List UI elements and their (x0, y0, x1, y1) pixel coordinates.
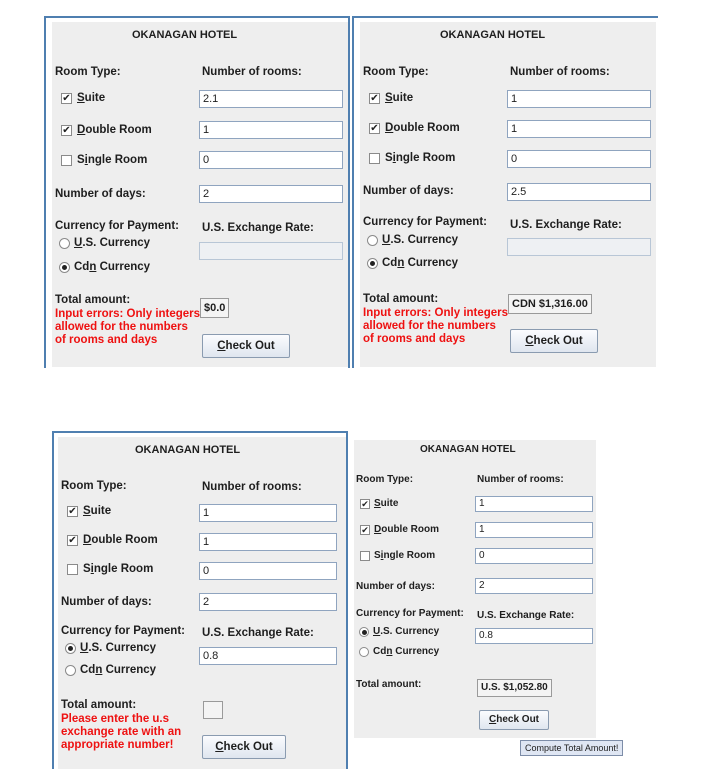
us-currency-label[interactable]: U.S. Currency (373, 626, 440, 637)
days-label: Number of days: (61, 596, 152, 608)
suite-rooms-input[interactable]: 1 (199, 504, 337, 522)
days-input[interactable]: 2.5 (507, 183, 651, 201)
single-room-label[interactable]: Single Room (374, 550, 436, 561)
suite-rooms-input[interactable]: 1 (475, 496, 593, 512)
single-rooms-input[interactable]: 0 (199, 151, 343, 169)
tooltip: Compute Total Amount! (520, 740, 623, 756)
us-currency-radio[interactable] (367, 235, 378, 246)
exchange-rate-label: U.S. Exchange Rate: (477, 610, 575, 621)
single-rooms-input[interactable]: 0 (507, 150, 651, 168)
suite-label[interactable]: Suite (83, 505, 112, 517)
exchange-rate-input[interactable] (507, 238, 651, 256)
us-currency-label[interactable]: U.S. Currency (382, 234, 459, 246)
us-currency-label[interactable]: U.S. Currency (80, 642, 157, 654)
panel-title: OKANAGAN HOTEL (420, 444, 516, 455)
exchange-rate-input[interactable]: 0.8 (475, 628, 593, 644)
us-currency-label[interactable]: U.S. Currency (74, 237, 151, 249)
double-rooms-input[interactable]: 1 (475, 522, 593, 538)
currency-label: Currency for Payment: (363, 216, 487, 228)
cdn-currency-radio[interactable] (65, 665, 76, 676)
double-room-label[interactable]: Double Room (83, 534, 158, 546)
double-rooms-input[interactable]: 1 (199, 533, 337, 551)
single-room-checkbox[interactable] (360, 551, 370, 561)
us-currency-radio[interactable] (59, 238, 70, 249)
suite-rooms-input[interactable]: 1 (507, 90, 651, 108)
double-room-label[interactable]: Double Room (77, 124, 152, 136)
check-out-button[interactable]: Check Out (202, 735, 286, 759)
days-label: Number of days: (363, 185, 454, 197)
suite-label[interactable]: Suite (374, 498, 399, 509)
double-room-label[interactable]: Double Room (385, 122, 460, 134)
panel-title: OKANAGAN HOTEL (440, 29, 546, 41)
hotel-panel (360, 22, 656, 367)
suite-label[interactable]: Suite (385, 92, 414, 104)
single-room-checkbox[interactable] (67, 564, 78, 575)
cdn-currency-radio[interactable] (359, 647, 369, 657)
check-out-button[interactable]: Check Out (202, 334, 290, 358)
double-room-checkbox[interactable]: ✔ (361, 525, 369, 535)
days-label: Number of days: (356, 581, 435, 592)
exchange-rate-label: U.S. Exchange Rate: (202, 627, 314, 639)
currency-label: Currency for Payment: (61, 625, 185, 637)
single-room-label[interactable]: Single Room (77, 154, 148, 166)
cdn-currency-label[interactable]: Cdn Currency (373, 646, 440, 657)
room-type-label: Room Type: (363, 66, 429, 78)
exchange-rate-input[interactable] (199, 242, 343, 260)
error-message: Input errors: Only integers allowed for the numbers of rooms and days (363, 307, 509, 345)
panel-title: OKANAGAN HOTEL (132, 29, 238, 41)
rooms-label: Number of rooms: (510, 66, 610, 78)
room-type-label: Room Type: (61, 480, 127, 492)
suite-checkbox[interactable]: ✔ (62, 93, 71, 104)
suite-checkbox[interactable]: ✔ (361, 499, 369, 509)
check-out-button[interactable]: Check Out (510, 329, 598, 353)
double-room-checkbox[interactable]: ✔ (370, 123, 379, 134)
single-room-label[interactable]: Single Room (385, 152, 456, 164)
single-rooms-input[interactable]: 0 (199, 562, 337, 580)
total-amount-value (203, 701, 223, 719)
check-out-button[interactable]: Check Out (479, 710, 549, 730)
total-amount-label: Total amount: (363, 293, 439, 305)
panel-title: OKANAGAN HOTEL (135, 444, 241, 456)
us-currency-radio[interactable] (359, 627, 369, 637)
room-type-label: Room Type: (55, 66, 121, 78)
double-room-label[interactable]: Double Room (374, 524, 440, 535)
currency-label: Currency for Payment: (55, 220, 179, 232)
cdn-currency-label[interactable]: Cdn Currency (382, 257, 459, 269)
total-amount-value: CDN $1,316.00 (508, 294, 592, 314)
exchange-rate-input[interactable]: 0.8 (199, 647, 337, 665)
days-input[interactable]: 2 (199, 185, 343, 203)
total-amount-label: Total amount: (356, 679, 422, 690)
total-amount-value: $0.0 (200, 298, 229, 318)
room-type-label: Room Type: (356, 474, 414, 485)
total-amount-value: U.S. $1,052.80 (477, 679, 552, 697)
rooms-label: Number of rooms: (477, 474, 564, 485)
rooms-label: Number of rooms: (202, 66, 302, 78)
currency-label: Currency for Payment: (356, 608, 464, 619)
exchange-rate-label: U.S. Exchange Rate: (510, 219, 622, 231)
suite-rooms-input[interactable]: 2.1 (199, 90, 343, 108)
error-message: Please enter the u.s exchange rate with an appropriate number! (61, 713, 182, 751)
days-input[interactable]: 2 (199, 593, 337, 611)
double-rooms-input[interactable]: 1 (199, 121, 343, 139)
single-room-checkbox[interactable] (369, 153, 380, 164)
days-label: Number of days: (55, 188, 146, 200)
hotel-panel (52, 22, 348, 367)
suite-label[interactable]: Suite (77, 92, 106, 104)
hotel-panel (58, 437, 346, 769)
rooms-label: Number of rooms: (202, 481, 302, 493)
exchange-rate-label: U.S. Exchange Rate: (202, 222, 314, 234)
double-room-checkbox[interactable]: ✔ (62, 125, 71, 136)
total-amount-label: Total amount: (61, 699, 137, 711)
error-message: Input errors: Only integers allowed for the numbers of rooms and days (55, 308, 201, 346)
suite-checkbox[interactable]: ✔ (370, 93, 379, 104)
double-rooms-input[interactable]: 1 (507, 120, 651, 138)
cdn-currency-radio[interactable] (59, 262, 70, 273)
cdn-currency-radio[interactable] (367, 258, 378, 269)
days-input[interactable]: 2 (475, 578, 593, 594)
suite-checkbox[interactable]: ✔ (68, 506, 77, 517)
single-room-checkbox[interactable] (61, 155, 72, 166)
double-room-checkbox[interactable]: ✔ (68, 535, 77, 546)
us-currency-radio[interactable] (65, 643, 76, 654)
total-amount-label: Total amount: (55, 294, 131, 306)
hotel-panel (354, 440, 596, 738)
single-rooms-input[interactable]: 0 (475, 548, 593, 564)
single-room-label[interactable]: Single Room (83, 563, 154, 575)
cdn-currency-label[interactable]: Cdn Currency (80, 664, 157, 676)
cdn-currency-label[interactable]: Cdn Currency (74, 261, 151, 273)
